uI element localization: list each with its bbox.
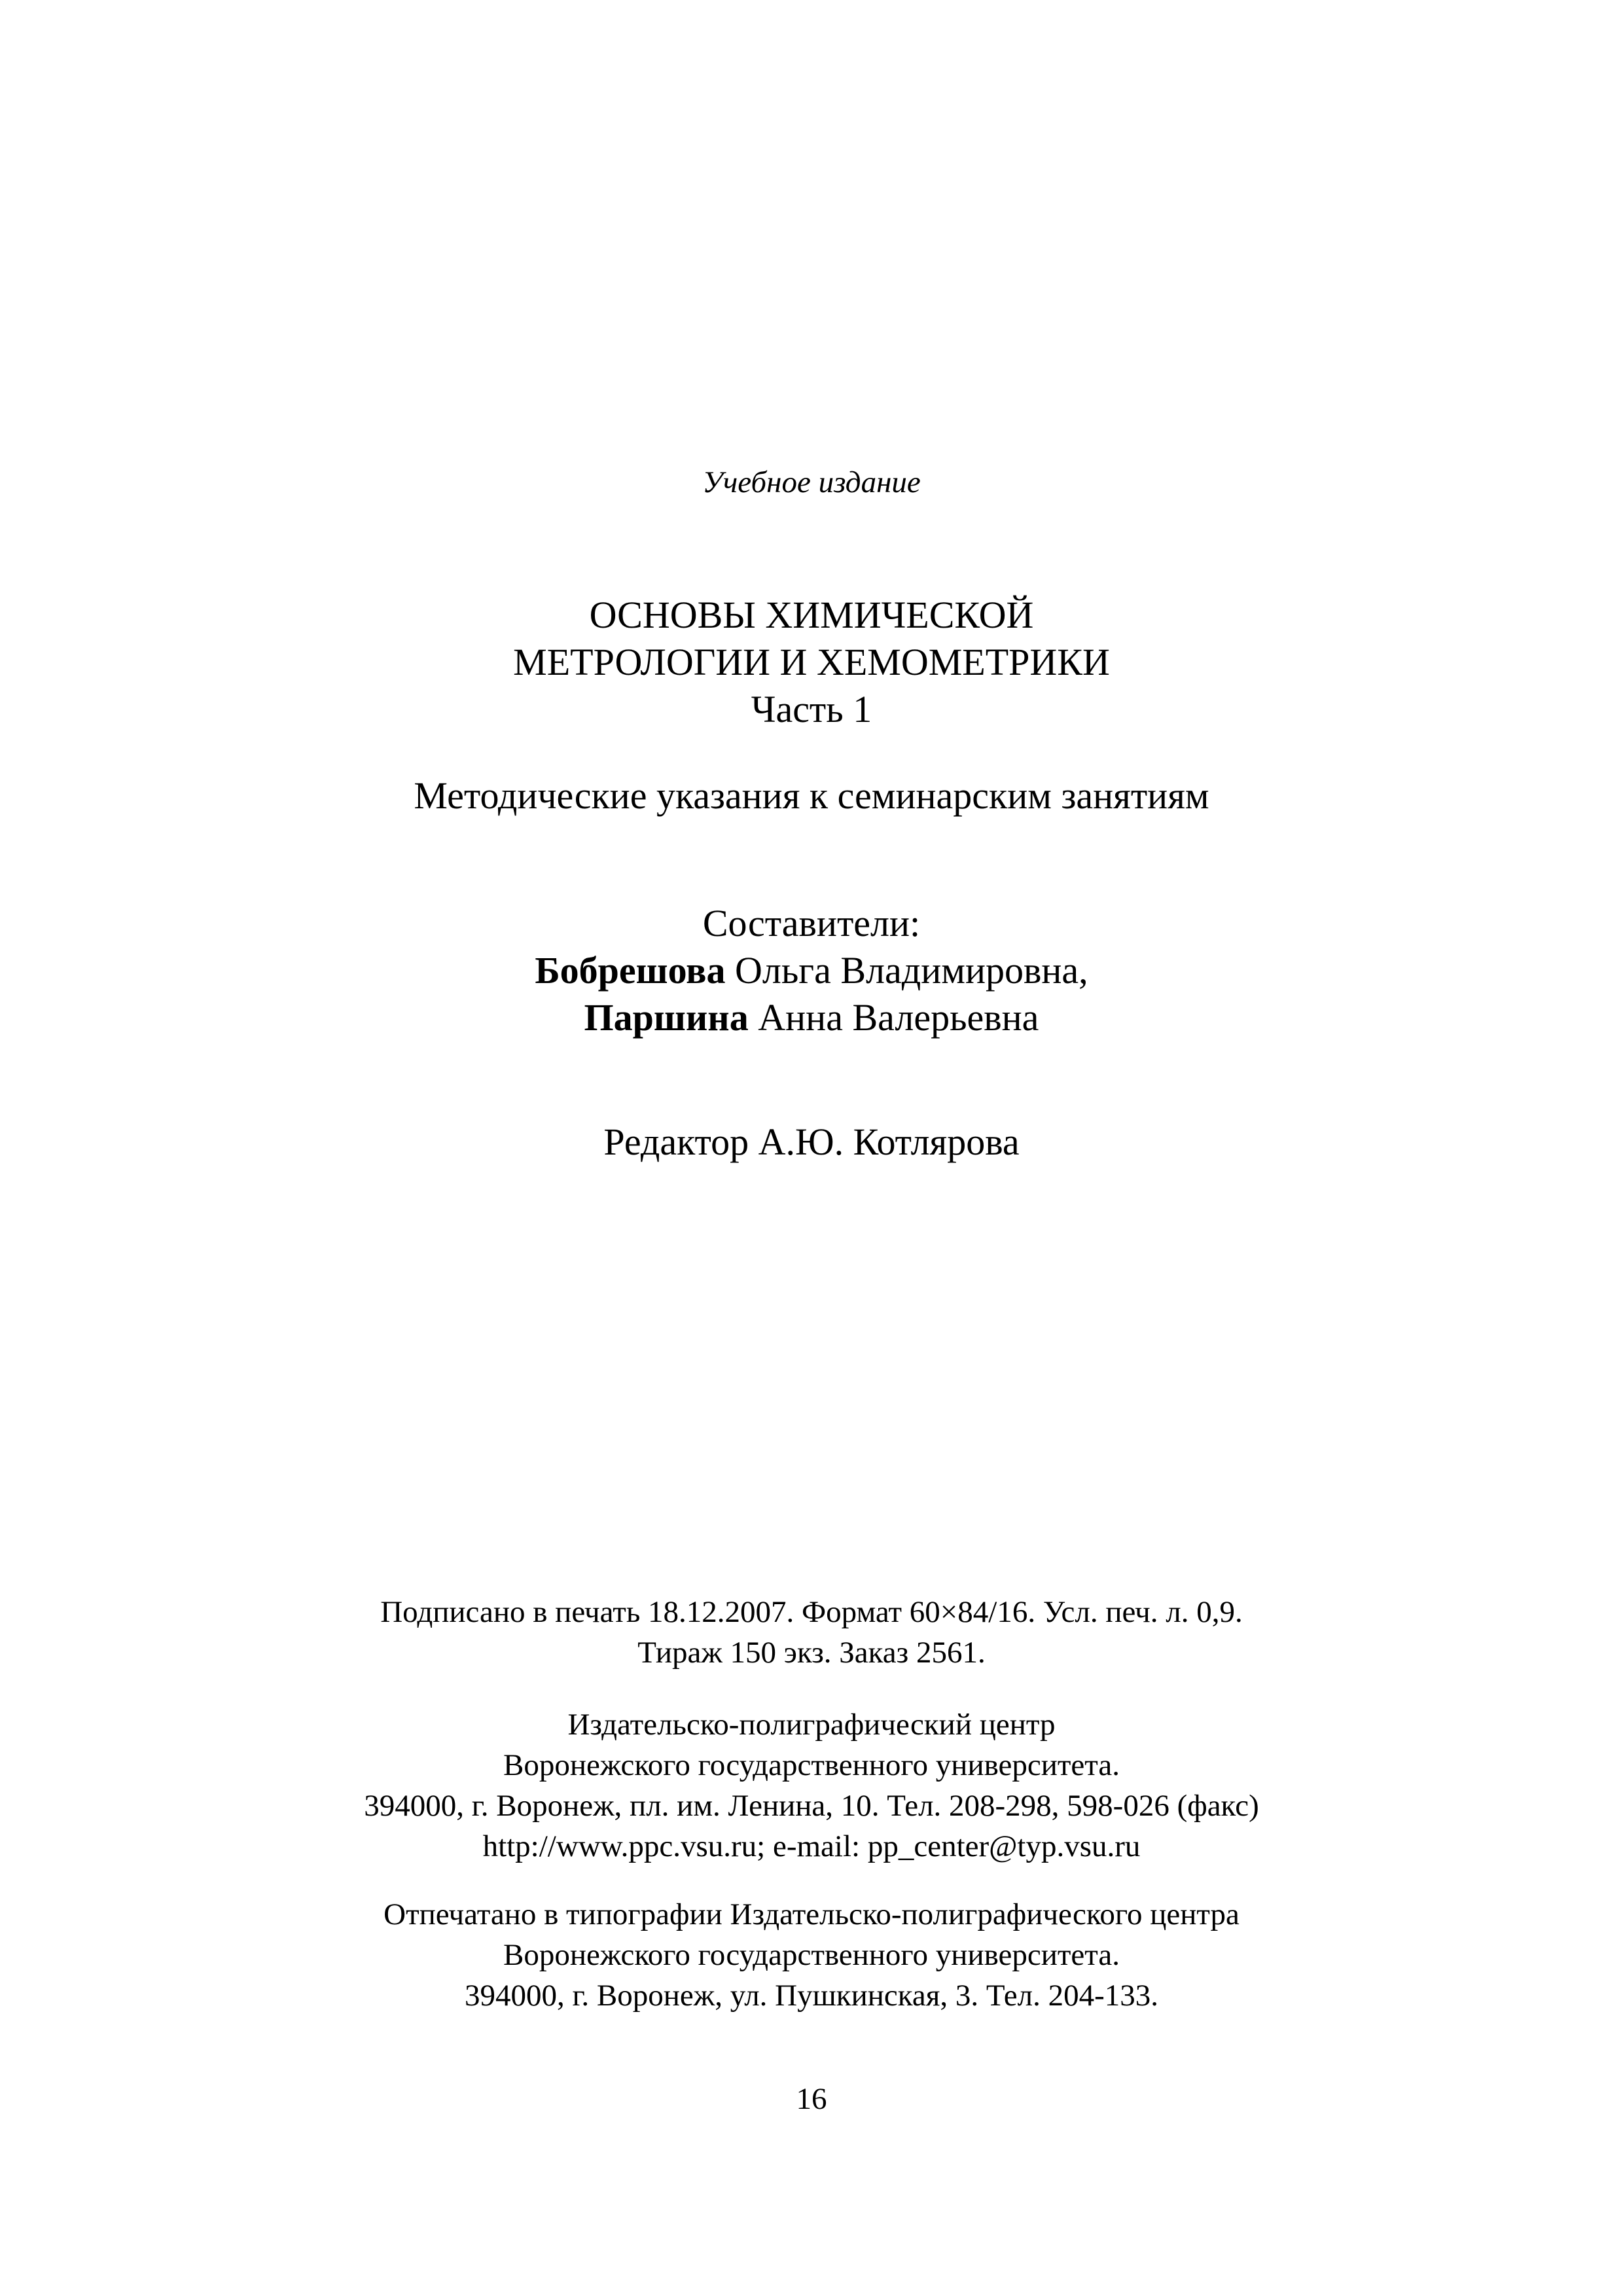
printing-line-3: 394000, г. Воронеж, ул. Пушкинская, 3. Тел. 204-133. <box>464 1979 1159 2013</box>
compilers-section <box>0 900 1623 1041</box>
publisher-line-3: 394000, г. Воронеж, пл. им. Ленина, 10. Тел. 208-298, 598-026 (факс) <box>364 1789 1259 1823</box>
publisher-line-4: http://www.ppc.vsu.ru; e-mail: pp_center@typ.vsu.ru <box>482 1829 1141 1863</box>
page-number-text: 16 <box>796 2082 827 2116</box>
editor-section <box>0 1119 1623 1166</box>
publisher-line-1: Издательско-полиграфический центр <box>567 1708 1056 1742</box>
printing-section <box>0 1894 1623 2016</box>
book-subtitle <box>0 772 1623 819</box>
compiler-1-surname: Бобрешова <box>535 949 726 992</box>
imprint-line-1: Подписано в печать 18.12.2007. Формат 60×84/16. Усл. печ. л. 0,9. <box>380 1595 1243 1629</box>
publisher-section <box>0 1704 1623 1867</box>
compiler-2-name: Анна Валерьевна <box>748 996 1039 1039</box>
imprint-line-2: Тираж 150 экз. Заказ 2561. <box>637 1636 986 1670</box>
printing-line-2: Воронежского государственного университета. <box>503 1938 1120 1972</box>
printing-line-1: Отпечатано в типографии Издательско-полиграфического центра <box>383 1897 1240 1931</box>
compiler-1-name: Ольга Владимировна, <box>725 949 1088 992</box>
compilers-label: Составители: <box>702 902 921 944</box>
edition-type-text: Учебное издание <box>702 465 921 499</box>
book-title <box>0 592 1623 733</box>
compiler-1 <box>0 947 1623 994</box>
publisher-line-2: Воронежского государственного университета. <box>503 1748 1120 1782</box>
editor-text: Редактор А.Ю. Котлярова <box>603 1121 1020 1163</box>
title-line-2: МЕТРОЛОГИИ И ХЕМОМЕТРИКИ <box>513 641 1110 683</box>
title-line-1: ОСНОВЫ ХИМИЧЕСКОЙ <box>589 594 1034 636</box>
subtitle-text: Методические указания к семинарским занятиям <box>414 774 1209 817</box>
compiler-2-surname: Паршина <box>584 996 749 1039</box>
compiler-2 <box>0 994 1623 1041</box>
imprint-section <box>0 1592 1623 1673</box>
title-part: Часть 1 <box>751 688 872 730</box>
page-number <box>0 2079 1623 2119</box>
edition-type <box>0 461 1623 503</box>
